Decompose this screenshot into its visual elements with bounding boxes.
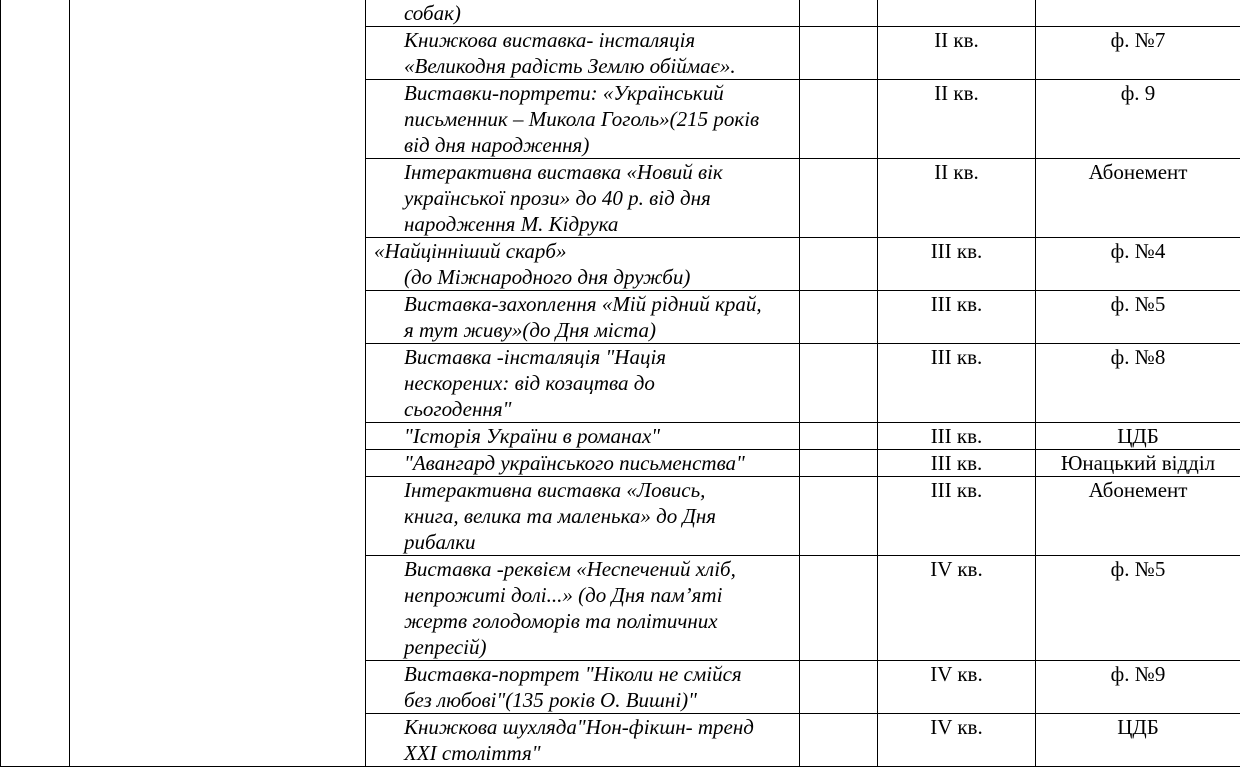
event-title-cell (366, 27, 800, 80)
event-title-line: української прози» до 40 р. від дня (404, 185, 793, 211)
place-cell: Абонемент (1036, 477, 1240, 556)
event-title-line: Книжкова виставка- інсталяція (404, 27, 793, 53)
event-title-line: книга, велика та маленька» до Дня (404, 503, 793, 529)
event-title-line: рибалки (404, 529, 793, 555)
event-title-line: жертв голодоморів та політичних (404, 608, 793, 634)
empty-cell (800, 0, 878, 27)
number-cell (1, 0, 70, 767)
empty-cell (800, 450, 878, 477)
period-cell: ІІ кв. (878, 80, 1036, 159)
events-table-body (1, 0, 1240, 767)
period-cell: ІІІ кв. (878, 238, 1036, 291)
period-cell: ІІІ кв. (878, 423, 1036, 450)
event-title-line: «Великодня радість Землю обіймає». (404, 53, 793, 79)
table-row (1, 0, 1240, 27)
event-title-cell (366, 477, 800, 556)
event-title-line: без любові"(135 років О. Вишні)" (404, 687, 793, 713)
event-title-cell (366, 0, 800, 27)
event-title-line: Книжкова шухляда"Нон-фікшн- тренд (404, 714, 793, 740)
period-cell: IV кв. (878, 714, 1036, 767)
empty-cell (800, 423, 878, 450)
event-title-cell (366, 556, 800, 661)
period-cell: ІІІ кв. (878, 450, 1036, 477)
event-title-line: Виставка-портрет "Ніколи не смійся (404, 661, 793, 687)
place-cell: ф. 9 (1036, 80, 1240, 159)
empty-cell (800, 159, 878, 238)
empty-cell (800, 291, 878, 344)
event-title-line: Інтерактивна виставка «Ловись, (404, 477, 793, 503)
event-title-cell (366, 238, 800, 291)
empty-cell (800, 344, 878, 423)
empty-cell (800, 80, 878, 159)
place-cell: Абонемент (1036, 159, 1240, 238)
period-cell: IV кв. (878, 661, 1036, 714)
event-title-cell (366, 423, 800, 450)
event-title-cell (366, 344, 800, 423)
event-title-line: "Історія України в романах" (404, 423, 793, 449)
event-title-line: народження М. Кідрука (404, 211, 793, 237)
event-title-line: «Найцінніший скарб» (374, 238, 793, 264)
event-title-line: Виставка -реквієм «Неспечений хліб, (404, 556, 793, 582)
event-title-line: репресій) (404, 634, 793, 660)
event-title-cell (366, 159, 800, 238)
empty-cell (800, 556, 878, 661)
event-title-cell (366, 450, 800, 477)
event-title-line: нескорених: від козацтва до (404, 370, 793, 396)
event-title-line: Виставка-захоплення «Мій рідний край, (404, 291, 793, 317)
event-title-cell (366, 661, 800, 714)
empty-cell (800, 477, 878, 556)
place-cell (1036, 0, 1240, 27)
event-title-line: непрожиті долі...» (до Дня пам’яті (404, 582, 793, 608)
event-title-line: Інтерактивна виставка «Новий вік (404, 159, 793, 185)
period-cell: IV кв. (878, 556, 1036, 661)
event-title-line: собак) (404, 0, 793, 26)
period-cell: ІІ кв. (878, 27, 1036, 80)
place-cell: ф. №5 (1036, 556, 1240, 661)
event-title-line: письменник – Микола Гоголь»(215 років (404, 106, 793, 132)
event-title-cell (366, 714, 800, 767)
event-title-line: (до Міжнародного дня дружби) (374, 264, 793, 290)
event-title-cell (366, 80, 800, 159)
event-title-line: ХХІ століття" (404, 740, 793, 766)
event-title-line: сьогодення" (404, 396, 793, 422)
event-title-cell (366, 291, 800, 344)
period-cell: ІІІ кв. (878, 291, 1036, 344)
event-title-line: "Авангард українського письменства" (404, 450, 793, 476)
period-cell: ІІІ кв. (878, 344, 1036, 423)
event-title-line: Виставка -інсталяція "Нація (404, 344, 793, 370)
place-cell: ф. №9 (1036, 661, 1240, 714)
empty-cell (800, 238, 878, 291)
place-cell: ф. №4 (1036, 238, 1240, 291)
period-cell (878, 0, 1036, 27)
place-cell: ЦДБ (1036, 423, 1240, 450)
empty-cell (800, 714, 878, 767)
place-cell: ф. №5 (1036, 291, 1240, 344)
event-title-line: я тут живу»(до Дня міста) (404, 317, 793, 343)
section-cell (70, 0, 366, 767)
empty-cell (800, 27, 878, 80)
period-cell: ІІ кв. (878, 159, 1036, 238)
place-cell: ф. №8 (1036, 344, 1240, 423)
period-cell: ІІІ кв. (878, 477, 1036, 556)
event-title-line: від дня народження) (404, 132, 793, 158)
place-cell: ЦДБ (1036, 714, 1240, 767)
place-cell: ф. №7 (1036, 27, 1240, 80)
empty-cell (800, 661, 878, 714)
event-title-line: Виставки-портрети: «Український (404, 80, 793, 106)
place-cell: Юнацький відділ (1036, 450, 1240, 477)
